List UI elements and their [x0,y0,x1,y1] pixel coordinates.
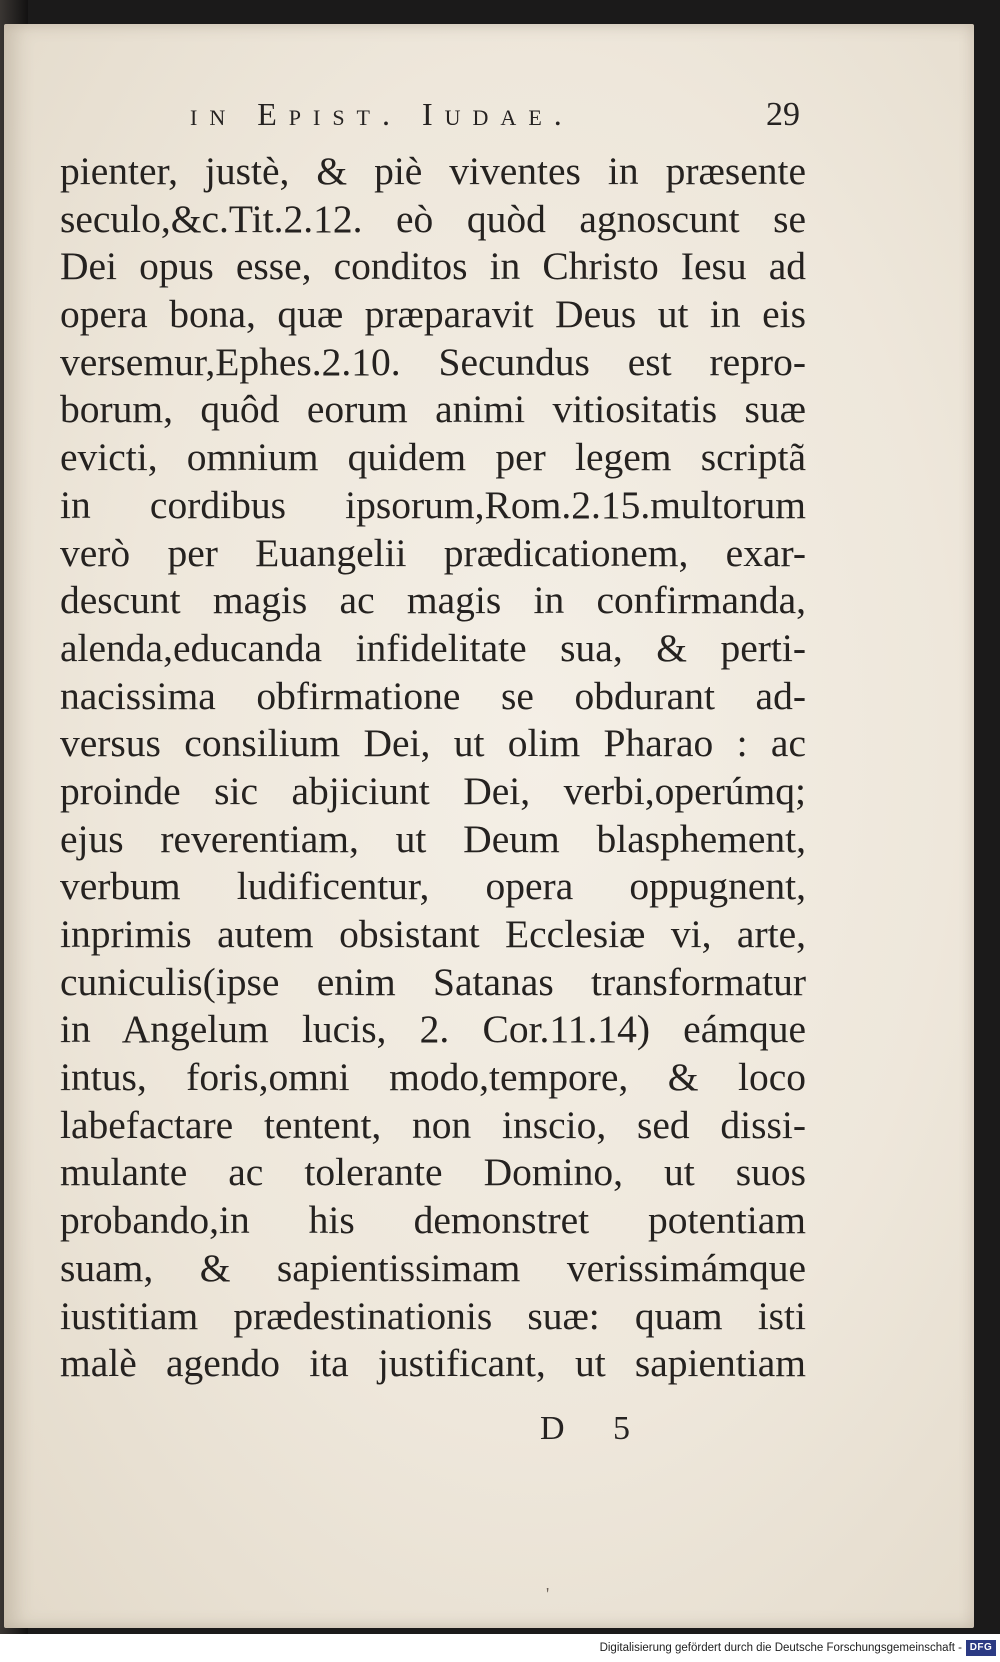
text-line: intus, foris,omni modo,tempore, & loco [60,1055,806,1100]
text-line: verò per Euangelii prædicationem, exar- [60,530,806,575]
page-header [170,96,806,148]
text-line: Dei opus esse, conditos in Christo Iesu ad [60,244,806,289]
stray-mark: ' [546,1584,550,1604]
running-title: in Epist. Iudae. [190,96,574,132]
text-line: ejus reverentiam, ut Deum blasphement, [60,816,806,861]
text-line: mulante ac tolerante Domino, ut suos [60,1150,806,1195]
text-line: iustitiam prædestinationis suæ: quam isti [60,1293,806,1338]
body-text [60,148,806,1388]
text-line: versemur,Ephes.2.10. Secundus est repro- [60,339,806,384]
text-line: pienter, justè, & piè viventes in præsente [60,149,806,193]
signature-mark: D 5 [540,1410,651,1447]
text-line: cuniculis(ipse enim Satanas transformatur [60,959,806,1004]
text-line: in Angelum lucis, 2. Cor.11.14) eámque [60,1007,806,1052]
text-line: descunt magis ac magis in confirmanda, [60,578,806,623]
text-line: borum, quôd eorum animi vitiositatis suæ [60,387,806,432]
text-line: evicti, omnium quidem per legem scriptã [60,435,806,480]
text-line: in cordibus ipsorum,Rom.2.15.multorum [60,482,806,527]
text-line: inprimis autem obsistant Ecclesiæ vi, arte, [60,912,806,956]
text-line: probando,in his demonstret potentiam [60,1198,806,1243]
text-line: verbum ludificentur, opera oppugnent, [60,864,806,909]
text-line: opera bona, quæ præparavit Deus ut in eis [60,292,806,337]
funding-credit: Digitalisierung gefördert durch die Deutsche Forschungsgemeinschaft - [599,1642,962,1654]
dfg-logo-icon: DFG [966,1640,996,1656]
text-line: labefactare tentent, non inscio, sed dissi- [60,1102,806,1147]
text-line: nacissima obfirmatione se obdurant ad- [60,673,806,718]
text-line: alenda,educanda infidelitate sua, & perti- [60,625,806,670]
text-line: versus consilium Dei, ut olim Pharao : ac [60,721,806,766]
page-number: 29 [766,96,800,133]
text-line: malè agendo ita justificant, ut sapientiam [60,1341,806,1386]
text-line: seculo,&c.Tit.2.12. eò quòd agnoscunt se [60,196,806,241]
text-line: proinde sic abjiciunt Dei, verbi,operúmq; [60,768,806,813]
text-line: suam, & sapientissimam verissimámque [60,1245,806,1290]
